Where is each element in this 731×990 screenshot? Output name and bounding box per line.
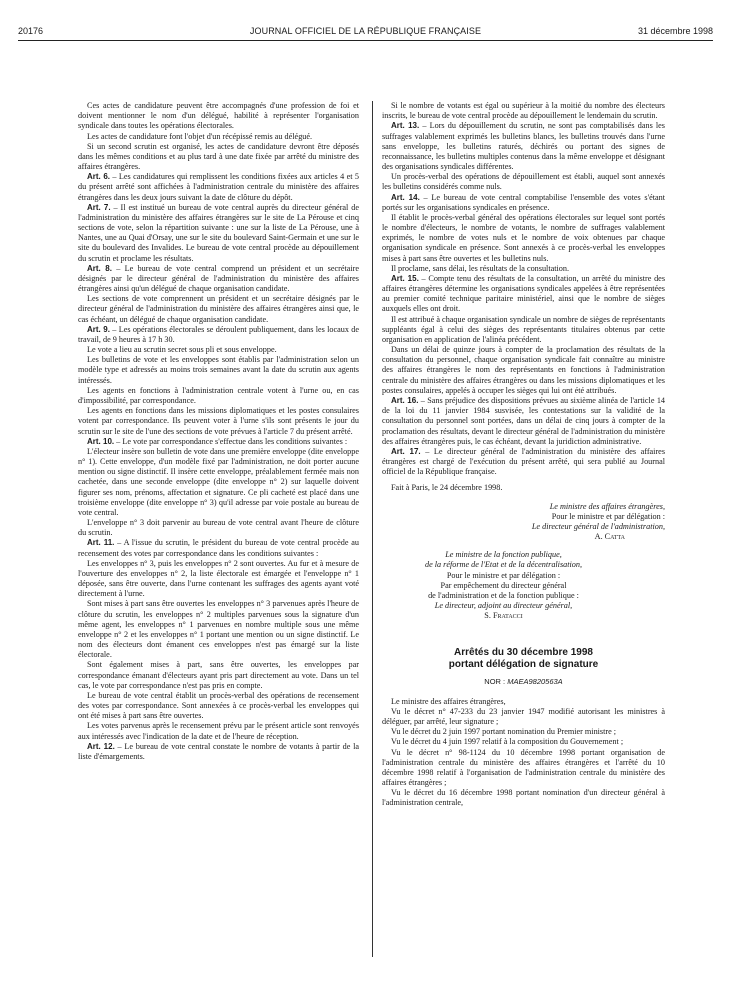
paragraph [78,172,359,203]
journal-title: JOURNAL OFFICIEL DE LA RÉPUBLIQUE FRANÇAISE [249,26,482,36]
paragraph-text: Si un second scrutin est organisé, les actes de candidature devront être déposés dans les mêmes conditions et au plus tard à une date fixée par arrêté du ministre des affaires étrangères. [78,141,359,172]
paragraph-text: – Le bureau de vote central constate le nombre de votants à partir de la liste d'émargements. [78,741,359,761]
paragraph [78,660,359,691]
nor-label: NOR : [484,677,506,687]
right-column-articles [382,101,665,477]
paragraph-text: Il proclame, sans délai, les résultats de la consultation. [391,263,570,273]
paragraph-text: Les enveloppes n° 3, puis les enveloppes n° 2 sont ouvertes. Au fur et à mesure de l'ouverture des enveloppes n° 2, la liste électorale est émargée et l'enveloppe n° 1 déposée, sans être ouverte, dans l'urne contenant les suffrages des agents ayant voté directement à l'urne. [78,558,359,599]
paragraph-text: – Le directeur général de l'administration du ministère des affaires étrangères est chargé de l'exécution du présent arrêté, qui sera publié au Journal officiel de la République française. [382,446,666,477]
arrete-title [382,647,665,671]
paragraph-text: – Le vote par correspondance s'effectue dans les conditions suivantes : [114,436,348,446]
arrete-paragraph: Vu le décret du 16 décembre 1998 portant nomination d'un directeur général à l'administration centrale, [382,788,665,808]
paragraph [382,264,665,274]
paragraph-text: Les sections de vote comprennent un président et un secrétaire désignés par le directeur général de l'administration du ministère des affaires étrangères ainsi que, le cas échéant, un délégué de chaque organisation candidate. [78,294,359,324]
arrete-title-line-2: portant délégation de signature [448,659,599,671]
paragraph-text: Si le nombre de votants est égal ou supérieur à la moitié du nombre des électeurs inscrits, le bureau de vote central procède au dépouillement le lendemain du scrutin. [382,101,665,121]
paragraph [78,355,359,386]
paragraph-text: Sont également mises à part, sans être ouvertes, les enveloppes par correspondance émanant d'électeurs ayant pris part directement au vote. Dans un tel cas, le vote par correspondance n'est pas pris en compte. [78,660,359,690]
signatory-name-2: S. Fratacci [484,611,523,621]
paragraph-text: – Lors du dépouillement du scrutin, ne sont pas comptabilisés dans les suffrages valablement exprimés les bulletins blancs, les bulletins trouvés dans l'urne sans enveloppe, les bulletins raturés, déchirés ou portant des signes de reconnaissance, les bulletins multiples contenus dans la même enveloppe et désignant des organisations syndicales différentes. [382,121,665,172]
paragraph [382,172,665,192]
signatory-minister-2b: de la réforme de l'Etat et de la décentralisation, [424,560,583,570]
nor-reference [382,677,665,686]
paragraph-text: Sont mises à part sans être ouvertes les enveloppes n° 3 parvenues après l'heure de clôture du scrutin, les enveloppes n° 2 multiples parvenues sous la signature d'un même agent, les enveloppes n° 1 parvenues en nombre multiple sous une même enveloppe n° 2 et les enveloppes n° 1 portant une mention ou un signe distinctif. Le nom des électeurs dont émanent ces enveloppes n'est pas émargé sur la liste électorale. [78,599,359,660]
article-number: Art. 6. [87,172,111,182]
article-number: Art. 17. [391,446,421,456]
paragraph-text: Le bureau de vote central établit un procès-verbal des opérations de recensement des votes par correspondance. Sont annexées à ce procès-verbal les enveloppes qui ont été mises à part sans être ouvertes. [78,690,359,721]
paragraph-text: – Le bureau de vote central comprend un président et un secrétaire désignés par le directeur général de l'administration du ministère des affaires étrangères ainsi qu'un délégué de chaque organisation candidate. [78,263,360,294]
article-number: Art. 7. [87,202,111,212]
paragraph [78,538,359,558]
signatory-name-1: A. Catta [594,532,625,542]
paragraph [78,142,359,173]
paragraph [78,386,359,406]
header-rule [18,40,713,41]
paragraph [78,325,359,345]
paragraph [78,559,359,600]
signature-block-2 [382,550,665,621]
paragraph [78,599,359,660]
article-number: Art. 9. [87,324,110,334]
signatory-minister-1: Le ministre des affaires étrangères, [549,501,665,511]
place-date: Fait à Paris, le 24 décembre 1998. [391,483,503,493]
signatory-delegation-1: Pour le ministre et par délégation : [551,511,665,521]
paragraph-text: – A l'issue du scrutin, le président du bureau de vote central procède au recensement des votes par correspondance dans les conditions suivantes : [78,538,359,558]
paragraph [78,294,359,325]
nor-code: MAEA9820563A [507,677,563,687]
article-number: Art. 13. [391,121,420,131]
paragraph [78,203,359,264]
paragraph [382,274,665,315]
paragraph-text: – Les candidatures qui remplissent les conditions fixées aux articles 4 et 5 du présent arrêté sont affichées à l'administration centrale du ministère des affaires étrangères dans les deux jours suivant la date de clôture du dépôt. [78,172,360,202]
paragraph-text: Dans un délai de quinze jours à compter de la proclamation des résultats de la consultation du personnel, chaque organisation syndicale fait connaître au ministre des affaires étrangères le nom des représentants en fonctions à l'administration centrale du ministère des affaires étrangères ou dans les missions diplomatiques et les postes consulaires, appelés à occuper les sièges qui lui ont été attribués. [382,345,665,395]
paragraph [78,518,359,538]
paragraph-text: Les votes parvenus après le recensement prévu par le présent article sont renvoyés aux intéressés avec l'indication de la date et de l'heure de réception. [78,721,359,741]
page-header [18,26,713,40]
paragraph [382,121,665,172]
article-number: Art. 11. [87,538,115,548]
issue-date: 31 décembre 1998 [637,26,713,36]
paragraph [78,264,359,295]
paragraph [382,447,665,478]
paragraph-text: – Les opérations électorales se déroulent publiquement, dans les locaux de travail, de 9 heures à 17 h 30. [78,324,359,344]
signatory-director-1: Le directeur général de l'administration, [531,521,665,531]
paragraph [78,132,359,142]
paragraph [78,406,359,437]
arrete-paragraph: Vu le décret du 4 juin 1997 relatif à la composition du Gouvernement ; [391,737,624,747]
signatory-delegation-2: Pour le ministre et par délégation : [446,570,561,580]
paragraph-text: L'enveloppe n° 3 doit parvenir au bureau de vote central avant l'heure de clôture du scrutin. [78,518,359,538]
arrete-title-line-1: Arrêtés du 30 décembre 1998 [454,647,593,659]
signatory-minister-2a: Le ministre de la fonction publique, [445,550,562,560]
paragraph-text: – Il est institué un bureau de vote central auprès du directeur général de l'administration du ministère des affaires étrangères sur le site de La Pérouse et cinq sections de vote, selon la répartition suivante : une sur la liste de La Pérouse, une à Nantes, une au Quai d'Orsay, une sur le site du boulevard Saint-Germain et une sur le site du boulevard des Invalides. Le bureau de vote central procède au dépouillement du scrutin et proclame les résultats. [78,202,359,263]
arrete-body [382,697,665,809]
paragraph [78,742,359,762]
arrete-paragraph: Vu le décret n° 47-233 du 23 janvier 1947 modifié autorisant les ministres à déléguer, par arrêté, leur signature ; [382,706,665,727]
article-number: Art. 12. [87,741,115,751]
paragraph-text: Le vote a lieu au scrutin secret sous pli et sous enveloppe. [87,345,277,355]
paragraph [382,345,665,396]
paragraph-text: – Sans préjudice des dispositions prévues au sixième alinéa de l'article 14 de la loi du 11 janvier 1984 susvisée, les contestations sur la validité de la consultation du personnel sont portées, dans un délai de cinq jours à compter de la proclamation des résultats, devant le directeur général de l'administration du ministère des affaires étrangères puis, le cas échéant, devant la juridiction administrative. [382,395,666,446]
signatory-director-2: Le directeur, adjoint au directeur général, [434,601,573,611]
page-number: 20176 [18,26,44,36]
right-column [382,101,665,809]
left-column [78,101,359,762]
arrete-paragraph: Le ministre des affaires étrangères, [391,696,506,706]
article-number: Art. 16. [391,395,419,405]
article-number: Art. 10. [87,436,115,446]
paragraph [382,396,665,447]
paragraph-text: Les bulletins de vote et les enveloppes sont établis par l'administration selon un modèle type et adressés au moins trois semaines avant la date du scrutin aux agents intéressés. [78,355,359,385]
paragraph-text: Les agents en fonctions à l'administration centrale votent à l'urne ou, en cas d'impossibilité, par correspondance. [78,385,359,405]
paragraph [78,101,359,132]
paragraph [382,213,665,264]
arrete-paragraph: Vu le décret du 2 juin 1997 portant nomination du Premier ministre ; [391,727,617,737]
arrete-paragraph: Vu le décret n° 98-1124 du 10 décembre 1998 portant organisation de l'administration centrale du ministère des affaires étrangères et l'arrêté du 10 décembre 1998 relatif à l'organisation de l'administration centrale du ministère des affaires étrangères ; [382,747,665,788]
paragraph-text: Il est attribué à chaque organisation syndicale un nombre de sièges de représentants suppléants égal à celui des sièges des représentants titulaires obtenus par cette organisation en application de l'alinéa précédent. [382,314,665,344]
paragraph-text: Les actes de candidature font l'objet d'un récépissé remis au délégué. [87,131,313,141]
paragraph [78,345,359,355]
paragraph-text: Il établit le procès-verbal général des opérations électorales sur lequel sont portés le nombre d'électeurs, le nombre de votants, le nombre de suffrages valablement exprimés, le nombre de votes nuls et le nombre de voix obtenues par chaque organisation syndicale en présence. Sont annexés à ce procès-verbal les enveloppes mises à part sans être ouvertes et les bulletins nuls. [382,212,665,263]
paragraph [78,447,359,518]
signatory-impediment-2: de l'administration et de la fonction publique : [428,590,579,600]
signature-block-1 [382,502,665,543]
column-divider [372,101,373,957]
signatory-impediment: Par empêchement du directeur général [440,580,567,590]
article-number: Art. 15. [391,273,419,283]
paragraph-text: Les agents en fonctions dans les missions diplomatiques et les postes consulaires votent par correspondance. Ils peuvent voter à l'urne s'ils sont présents le jour du scrutin sur le site de l'une des sections de vote prévues à l'article 7 du présent arrêté. [78,406,359,436]
paragraph-text: Un procès-verbal des opérations de dépouillement est établi, auquel sont annexés les bulletins considérés comme nuls. [382,172,665,192]
article-number: Art. 14. [391,192,420,202]
paragraph [382,101,665,121]
paragraph [382,315,665,346]
paragraph-text: L'électeur insère son bulletin de vote dans une première enveloppe (dite enveloppe n° 1). Cette enveloppe, d'un modèle fixé par l'administration, ne doit porter aucune mention ou signe distinctif. Il insère cette enveloppe, préalablement fermée mais non cachetée, dans une seconde enveloppe (dite enveloppe n° 2) sur laquelle doivent figurer ses nom, prénoms, affectation et signature. Ce pli cacheté est placé dans une troisième enveloppe (dite enveloppe n° 3) qu'il adresse par voie postale au bureau de vote central. [78,446,359,517]
paragraph-text: – Compte tenu des résultats de la consultation, un arrêté du ministre des affaires étrangères détermine les organisations syndicales appelées à être représentées au premier comité technique paritaire ministériel, ainsi que le nombre de sièges auxquels elles ont droit. [382,273,666,314]
paragraph [78,437,359,447]
paragraph [78,691,359,722]
paragraph-text: – Le bureau de vote central comptabilise l'ensemble des votes s'étant portés sur les organisations syndicales en présence. [382,192,665,212]
article-number: Art. 8. [87,263,112,273]
paragraph [382,193,665,213]
paragraph-text: Ces actes de candidature peuvent être accompagnés d'une profession de foi et doivent mentionner le nom d'un délégué, habilité à représenter l'organisation syndicale dans toutes les opérations électorales. [78,101,359,131]
paragraph [78,721,359,741]
